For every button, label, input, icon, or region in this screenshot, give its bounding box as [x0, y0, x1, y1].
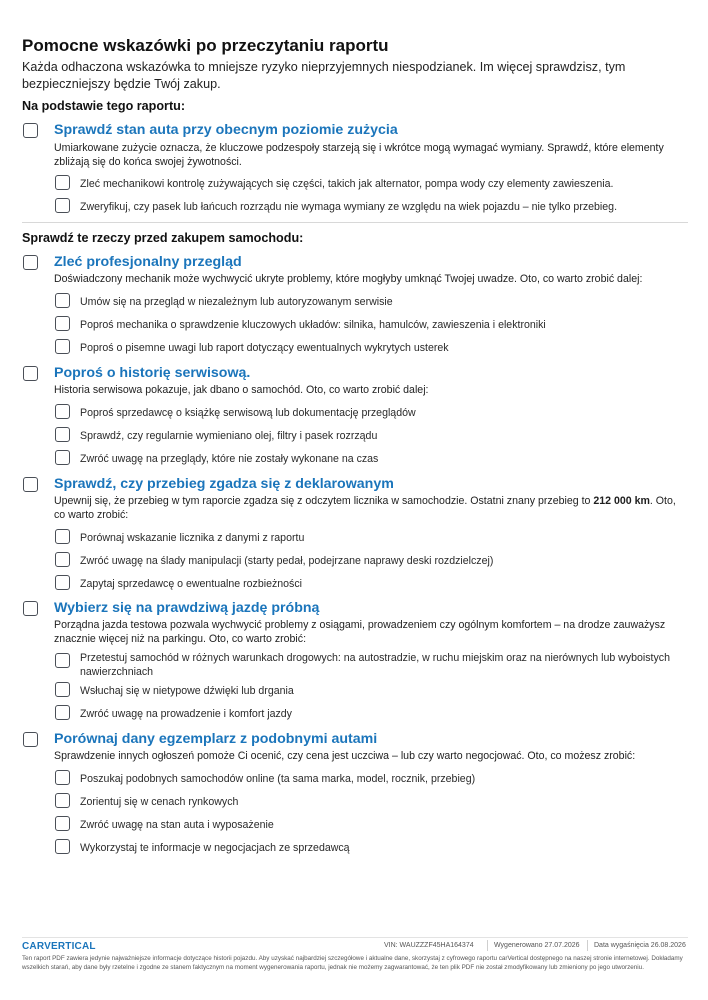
tip-heading-mileage: Sprawdź, czy przebieg zgadza się z deklarowanym [54, 476, 394, 492]
carvertical-logo [22, 941, 96, 952]
checkbox-test-drive[interactable] [23, 601, 38, 616]
logo-part-vertical: VERTICAL [44, 941, 96, 952]
footer-divider [22, 937, 688, 938]
footer-separator [487, 940, 488, 951]
checkbox-mileage[interactable] [23, 477, 38, 492]
tip-subitem: Poproś sprzedawcę o książkę serwisową lub dokumentację przeglądów [80, 407, 416, 419]
tip-description-mileage [54, 494, 688, 522]
checkbox-mileage-sub-1[interactable] [55, 529, 70, 544]
page-intro: Każda odhaczona wskazówka to mniejsze ryzyko nieprzyjemnych niespodzianek. Im więcej sprawdzisz, tym bezpieczniejszy będzie Twój zakup. [22, 60, 626, 91]
checkbox-inspection-sub-1[interactable] [55, 293, 70, 308]
tip-subitem: Umów się na przegląd w niezależnym lub autoryzowanym serwisie [80, 296, 393, 308]
checkbox-test-drive-sub-3[interactable] [55, 705, 70, 720]
checkbox-service-sub-3[interactable] [55, 450, 70, 465]
checkbox-mileage-sub-3[interactable] [55, 575, 70, 590]
tip-heading-service-history: Poproś o historię serwisową. [54, 365, 251, 381]
tip-subitem: Porównaj wskazanie licznika z danymi z raportu [80, 532, 305, 544]
tip-subitem: Zweryfikuj, czy pasek lub łańcuch rozrządu nie wymaga wymiany ze względu na wiek pojazdu – nie tylko przebieg. [80, 201, 618, 213]
checkbox-compare-sub-4[interactable] [55, 839, 70, 854]
tip-description-test-drive: Porządna jazda testowa pozwala wychwycić problemy z osiągami, prowadzeniem czy ogólnym komfortem – na drodze zauważysz znacznie więcej niż na parkingu. Oto, co warto zrobić: [54, 619, 666, 645]
checkbox-wear-check[interactable] [23, 123, 38, 138]
tip-subitem: Sprawdź, czy regularnie wymieniano olej, filtry i pasek rozrządu [80, 430, 378, 442]
tip-subitem: Poproś o pisemne uwagi lub raport dotyczący ewentualnych wykrytych usterek [80, 342, 449, 354]
footer-generated-date: Wygenerowano 27.07.2026 [494, 942, 580, 949]
tip-subitem: Zwróć uwagę na stan auta i wyposażenie [80, 819, 274, 831]
tip-subitem: Przetestuj samochód w różnych warunkach drogowych: na autostradzie, w ruchu miejskim oraz na nierównych lub wyboistych nawierzchniach [80, 652, 670, 678]
mileage-desc-tail: . Oto, co warto zrobić: [54, 495, 676, 521]
tip-subitem: Poproś mechanika o sprawdzenie kluczowych układów: silnika, hamulców, zawieszenia i elektroniki [80, 319, 546, 331]
checkbox-wear-sub-2[interactable] [55, 198, 70, 213]
checkbox-inspection-sub-3[interactable] [55, 339, 70, 354]
logo-part-car: CAR [22, 941, 45, 952]
tip-description-compare: Sprawdzenie innych ogłoszeń pomoże Ci ocenić, czy cena jest uczciwa – lub czy warto negocjować. Oto, co możesz zrobić: [54, 750, 636, 762]
checkbox-test-drive-sub-2[interactable] [55, 682, 70, 697]
footer-disclaimer: Ten raport PDF zawiera jedynie najważniejsze informacje dotyczące historii pojazdu. Aby uzyskać najbardziej szczegółowe i aktualne dane, skorzystaj z cyfrowego raportu carVertical dostępnego na naszej stronie internetowej. Dokładamy wszelkich starań, aby dane były rzetelne i zgodne ze stanem faktycznym na moment wygenerowania raportu, jednak nie możemy zagwarantować, że ten plik PDF nie został zmodyfikowany lub zmieniony po jego utworzeniu. [22, 955, 683, 971]
checkbox-compare-sub-2[interactable] [55, 793, 70, 808]
tip-heading-inspection: Zleć profesjonalny przegląd [54, 254, 242, 270]
tip-heading-wear: Sprawdź stan auta przy obecnym poziomie zużycia [54, 122, 398, 138]
mileage-desc-text: Upewnij się, że przebieg w tym raporcie zgadza się z odczytem licznika w samochodzie. Ostatni znany przebieg to [54, 495, 594, 507]
footer-expiry-date: Data wygaśnięcia 26.08.2026 [594, 942, 686, 949]
tip-description-wear: Umiarkowane zużycie oznacza, że kluczowe podzespoły starzeją się i wkrótce mogą wymagać wymiany. Sprawdź, które elementy zbliżają się do końca swojej żywotności. [54, 142, 664, 168]
tip-description-inspection: Doświadczony mechanik może wychwycić ukryte problemy, które mogłyby umknąć Twojej uwadze. Oto, co warto zrobić dalej: [54, 273, 643, 285]
checkbox-inspection-sub-2[interactable] [55, 316, 70, 331]
tip-subitem: Zleć mechanikowi kontrolę zużywających się części, takich jak alternator, pompa wody czy elementy zawieszenia. [80, 178, 614, 190]
checkbox-wear-sub-1[interactable] [55, 175, 70, 190]
section-divider [22, 222, 688, 223]
tip-subitem: Zwróć uwagę na ślady manipulacji (starty pedał, podejrzane naprawy deski rozdzielczej) [80, 555, 494, 567]
checkbox-service-history[interactable] [23, 366, 38, 381]
checkbox-compare-sub-3[interactable] [55, 816, 70, 831]
checkbox-service-sub-1[interactable] [55, 404, 70, 419]
footer-separator [587, 940, 588, 951]
checkbox-test-drive-sub-1[interactable] [55, 653, 70, 668]
section-label-report: Na podstawie tego raportu: [22, 99, 186, 113]
section-label-before-purchase: Sprawdź te rzeczy przed zakupem samochodu: [22, 231, 304, 245]
footer-vin: VIN: WAUZZZF45HA164374 [384, 942, 474, 949]
checkbox-compare-sub-1[interactable] [55, 770, 70, 785]
tip-subitem: Poszukaj podobnych samochodów online (ta sama marka, model, rocznik, przebieg) [80, 773, 476, 785]
tip-heading-compare: Porównaj dany egzemplarz z podobnymi autami [54, 731, 378, 747]
tip-subitem: Zapytaj sprzedawcę o ewentualne rozbieżności [80, 578, 303, 590]
last-known-mileage: 212 000 km [593, 495, 650, 507]
tip-subitem: Wykorzystaj te informacje w negocjacjach ze sprzedawcą [80, 842, 350, 854]
tip-subitem: Zwróć uwagę na prowadzenie i komfort jazdy [80, 708, 292, 720]
checkbox-service-sub-2[interactable] [55, 427, 70, 442]
tip-subitem: Zorientuj się w cenach rynkowych [80, 796, 239, 808]
page-title: Pomocne wskazówki po przeczytaniu raportu [22, 36, 389, 55]
tip-description-service-history: Historia serwisowa pokazuje, jak dbano o samochód. Oto, co warto zrobić dalej: [54, 384, 429, 396]
checkbox-mileage-sub-2[interactable] [55, 552, 70, 567]
checkbox-inspection[interactable] [23, 255, 38, 270]
checkbox-compare[interactable] [23, 732, 38, 747]
tip-subitem: Zwróć uwagę na przeglądy, które nie zostały wykonane na czas [80, 453, 379, 465]
tip-heading-test-drive: Wybierz się na prawdziwą jazdę próbną [54, 600, 320, 616]
tip-subitem: Wsłuchaj się w nietypowe dźwięki lub drgania [80, 685, 294, 697]
